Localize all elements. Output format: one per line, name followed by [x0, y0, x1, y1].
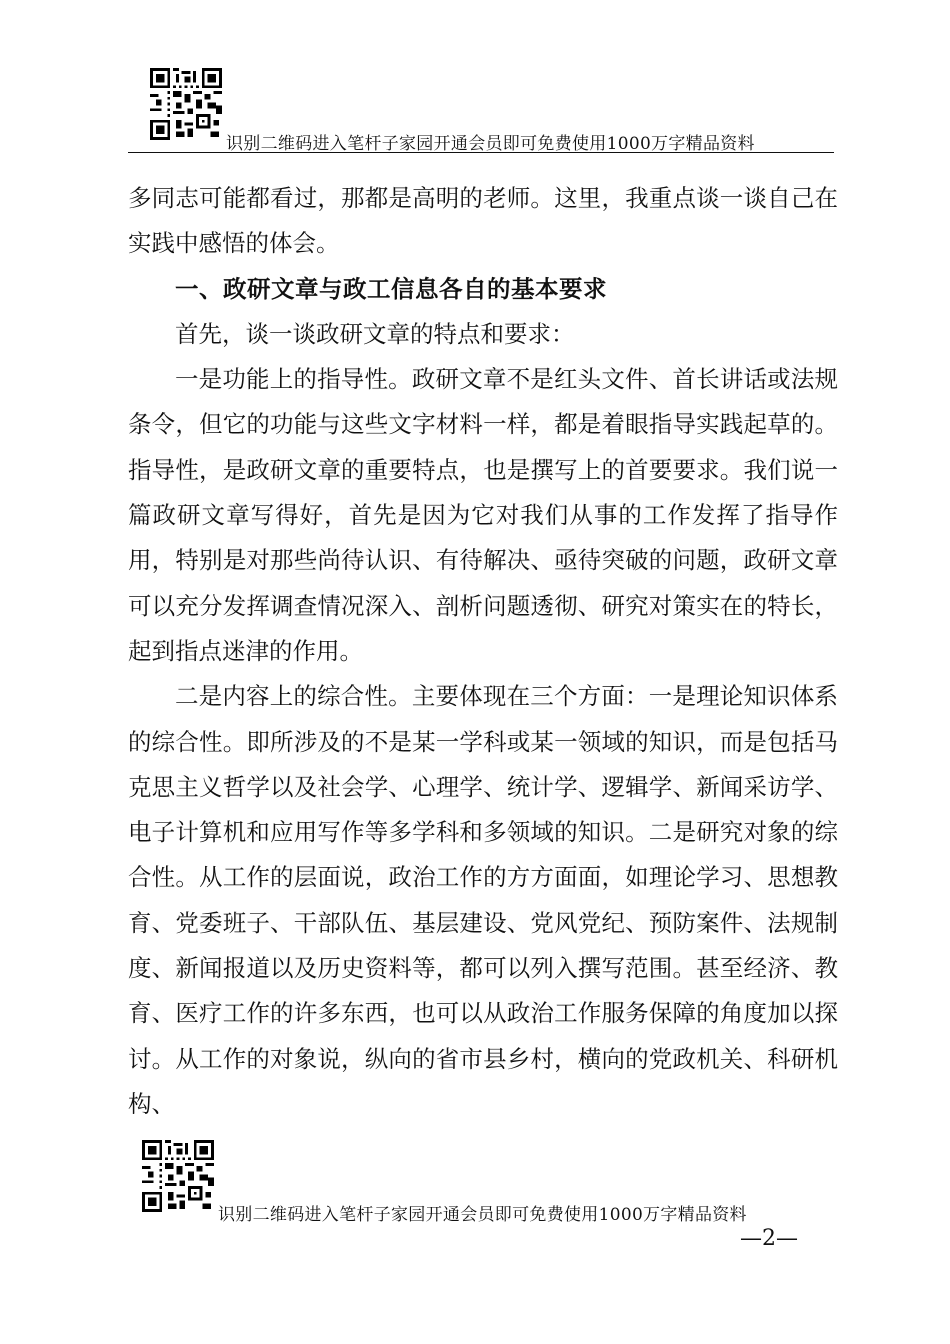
- paragraph-intro: 首先，谈一谈政研文章的特点和要求：: [175, 319, 575, 348]
- paragraph-comprehensiveness: 二是内容上的综合性。主要体现在三个方面：一是理论知识体系的综合性。即所涉及的不是某一学科或某一领域的知识，而是包括马克思主义哲学以及社会学、心理学、统计学、逻辑学、新闻采访学、电子计算机和应用写作等多学科和多领域的知识。二是研究对象的综合性。从工作的层面说，政治工作的方方面面，如理论学习、思想教育、党委班子、干部队伍、基层建设、党风党纪、预防案件、法规制度、新闻报道以及历史资料等，都可以列入撰写范围。甚至经济、教育、医疗工作的许多东西，也可以从政治工作服务保障的角度加以探讨。从工作的对象说，纵向的省市县乡村，横向的党政机关、科研机构、: [128, 682, 838, 1118]
- section-heading: 一、政研文章与政工信息各自的基本要求: [175, 274, 607, 303]
- document-body: [128, 176, 838, 1127]
- paragraph-guidance: 一是功能上的指导性。政研文章不是红头文件、首长讲话或法规条令，但它的功能与这些文字材料一样，都是着眼指导实践起草的。指导性，是政研文章的重要特点，也是撰写上的首要要求。我们说一篇政研文章写得好，首先是因为它对我们从事的工作发挥了指导作用，特别是对那些尚待认识、有待解决、亟待突破的问题，政研文章可以充分发挥调查情况深入、剖析问题透彻、研究对策实在的特长，起到指点迷津的作用。: [128, 365, 838, 665]
- footer-qr-code-icon: [142, 1140, 214, 1212]
- header-divider: [128, 152, 834, 153]
- header-banner: 识别二维码进入笔杆子家园开通会员即可免费使用1000万字精品资料: [226, 134, 755, 154]
- footer-banner: 识别二维码进入笔杆子家园开通会员即可免费使用1000万字精品资料: [218, 1205, 747, 1225]
- paragraph-continuation: 多同志可能都看过，那都是高明的老师。这里，我重点谈一谈自己在实践中感悟的体会。: [128, 184, 838, 258]
- header-qr-code-icon: [150, 68, 222, 140]
- page-number: —2—: [740, 1226, 798, 1251]
- qr-code-icon: [142, 1140, 214, 1212]
- qr-code-icon: [150, 68, 222, 140]
